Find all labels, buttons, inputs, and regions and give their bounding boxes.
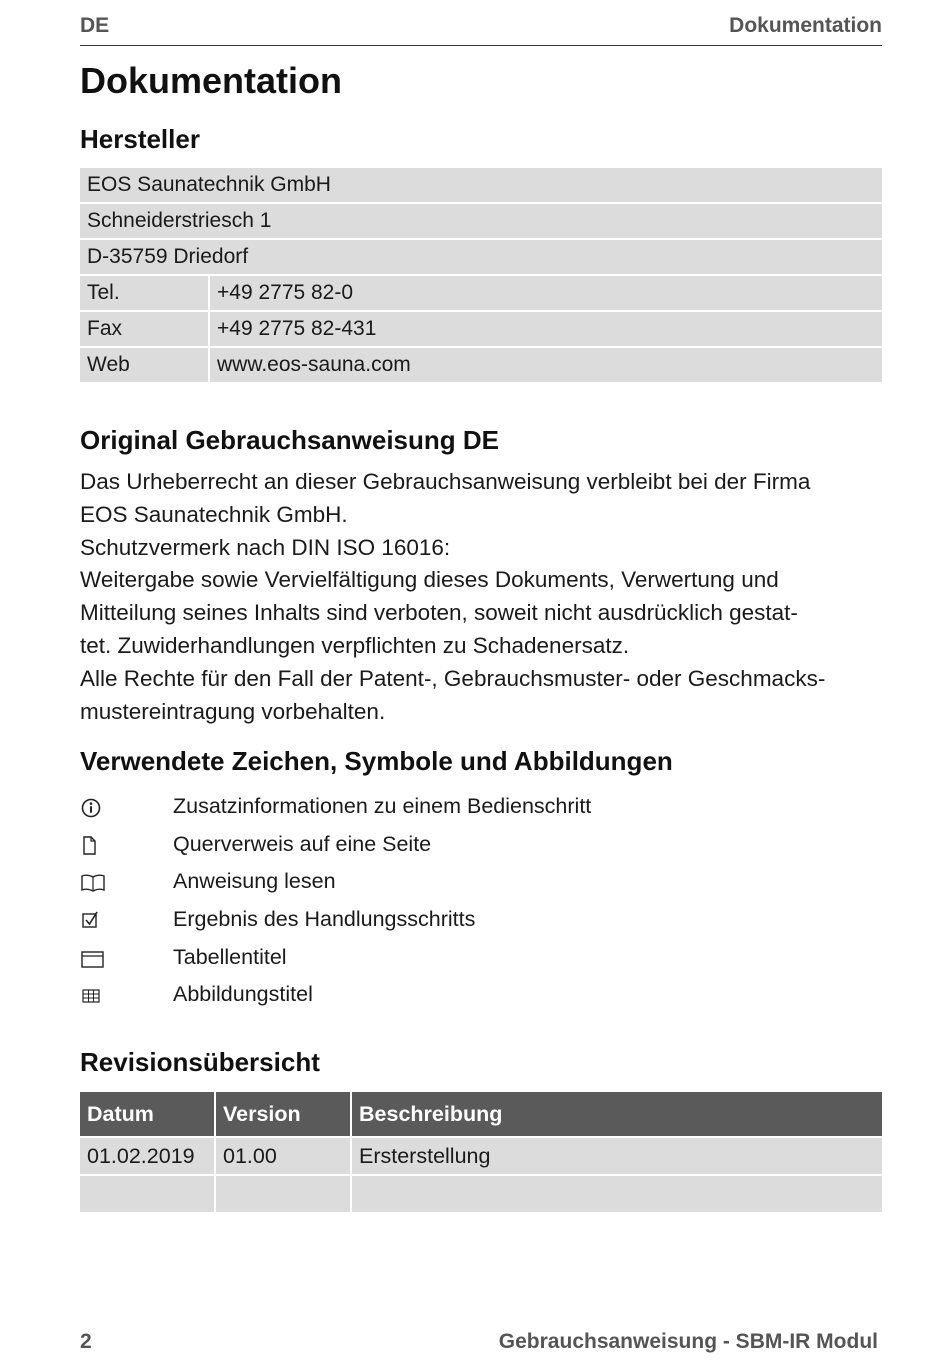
symbol-row [80,943,882,981]
language-label: DE [80,14,110,37]
symbol-description: Anweisung lesen [173,869,336,894]
table-header-row [80,1092,882,1137]
symbol-row [80,792,882,830]
column-header-description: Beschreibung [351,1092,882,1137]
text-line: Mitteilung seines Inhalts sind verboten, soweit nicht ausdrücklich gestat- [80,600,798,626]
address-line: D-35759 Driedorf [80,240,882,274]
contact-label: Fax [80,312,210,346]
contact-row-tel [80,276,882,310]
page-icon [80,834,106,858]
contact-value: +49 2775 82-0 [210,276,882,310]
version-cell: 01.00 [215,1137,351,1175]
symbols-heading: Verwendete Zeichen, Symbole und Abbildungen [80,746,673,776]
contact-row-fax [80,312,882,346]
section-label: Dokumentation [729,14,882,37]
contact-label: Tel. [80,276,210,310]
description-cell: Ersterstellung [351,1137,882,1175]
text-line: EOS Saunatechnik GmbH. [80,501,348,527]
symbol-description: Tabellentitel [173,944,287,969]
address-line: Schneiderstriesch 1 [80,204,882,238]
document-title: Gebrauchsanweisung - SBM-IR Modul [498,1330,878,1353]
page-header [80,14,882,46]
text-line: Alle Rechte für den Fall der Patent-, Gebrauchsmuster- oder Geschmacks- [80,665,826,691]
text-line: tet. Zuwiderhandlungen verpflichten zu Schadenersatz. [80,632,630,658]
symbol-description: Ergebnis des Handlungsschritts [173,907,476,932]
version-cell [215,1175,351,1212]
symbol-row [80,830,882,868]
page-title: Dokumentation [80,60,343,101]
table-title-icon [80,947,106,971]
table-row [80,1137,882,1175]
address-row [80,168,882,202]
text-line: mustereintragung vorbehalten. [80,698,386,724]
address-line: EOS Saunatechnik GmbH [80,168,882,202]
column-header-version: Version [215,1092,351,1137]
table-row [80,1175,882,1212]
figure-title-icon [80,984,106,1008]
contact-row-web [80,348,882,382]
contact-value: +49 2775 82-431 [210,312,882,346]
text-line: Weitergabe sowie Vervielfältigung dieses Dokuments, Verwertung und [80,567,779,593]
address-row [80,240,882,274]
column-header-date: Datum [80,1092,215,1137]
page [80,0,882,1362]
description-cell [351,1175,882,1212]
text-line: Schutzvermerk nach DIN ISO 16016: [80,534,451,560]
manufacturer-heading: Hersteller [80,124,200,154]
page-footer [80,1330,882,1358]
original-heading: Original Gebrauchsanweisung DE [80,425,499,455]
book-icon [80,871,106,895]
contact-label: Web [80,348,210,382]
checkbox-icon [80,909,106,933]
symbol-description: Querverweis auf eine Seite [173,831,432,856]
info-icon [80,796,106,820]
symbol-description: Zusatzinformationen zu einem Bedienschritt [173,794,592,818]
date-cell: 01.02.2019 [80,1137,215,1175]
revisions-heading: Revisionsübersicht [80,1047,320,1077]
symbol-row [80,905,882,943]
symbols-list [80,792,882,1018]
symbol-description: Abbildungstitel [173,982,313,1007]
copyright-text [80,466,882,728]
date-cell [80,1175,215,1212]
manufacturer-table [80,166,882,384]
contact-value: www.eos-sauna.com [210,348,882,382]
page-number: 2 [80,1330,92,1353]
symbol-row [80,867,882,905]
text-line: Das Urheberrecht an dieser Gebrauchsanweisung verbleibt bei der Firma [80,469,811,494]
revisions-table [80,1092,882,1212]
symbol-row [80,980,882,1018]
address-row [80,204,882,238]
